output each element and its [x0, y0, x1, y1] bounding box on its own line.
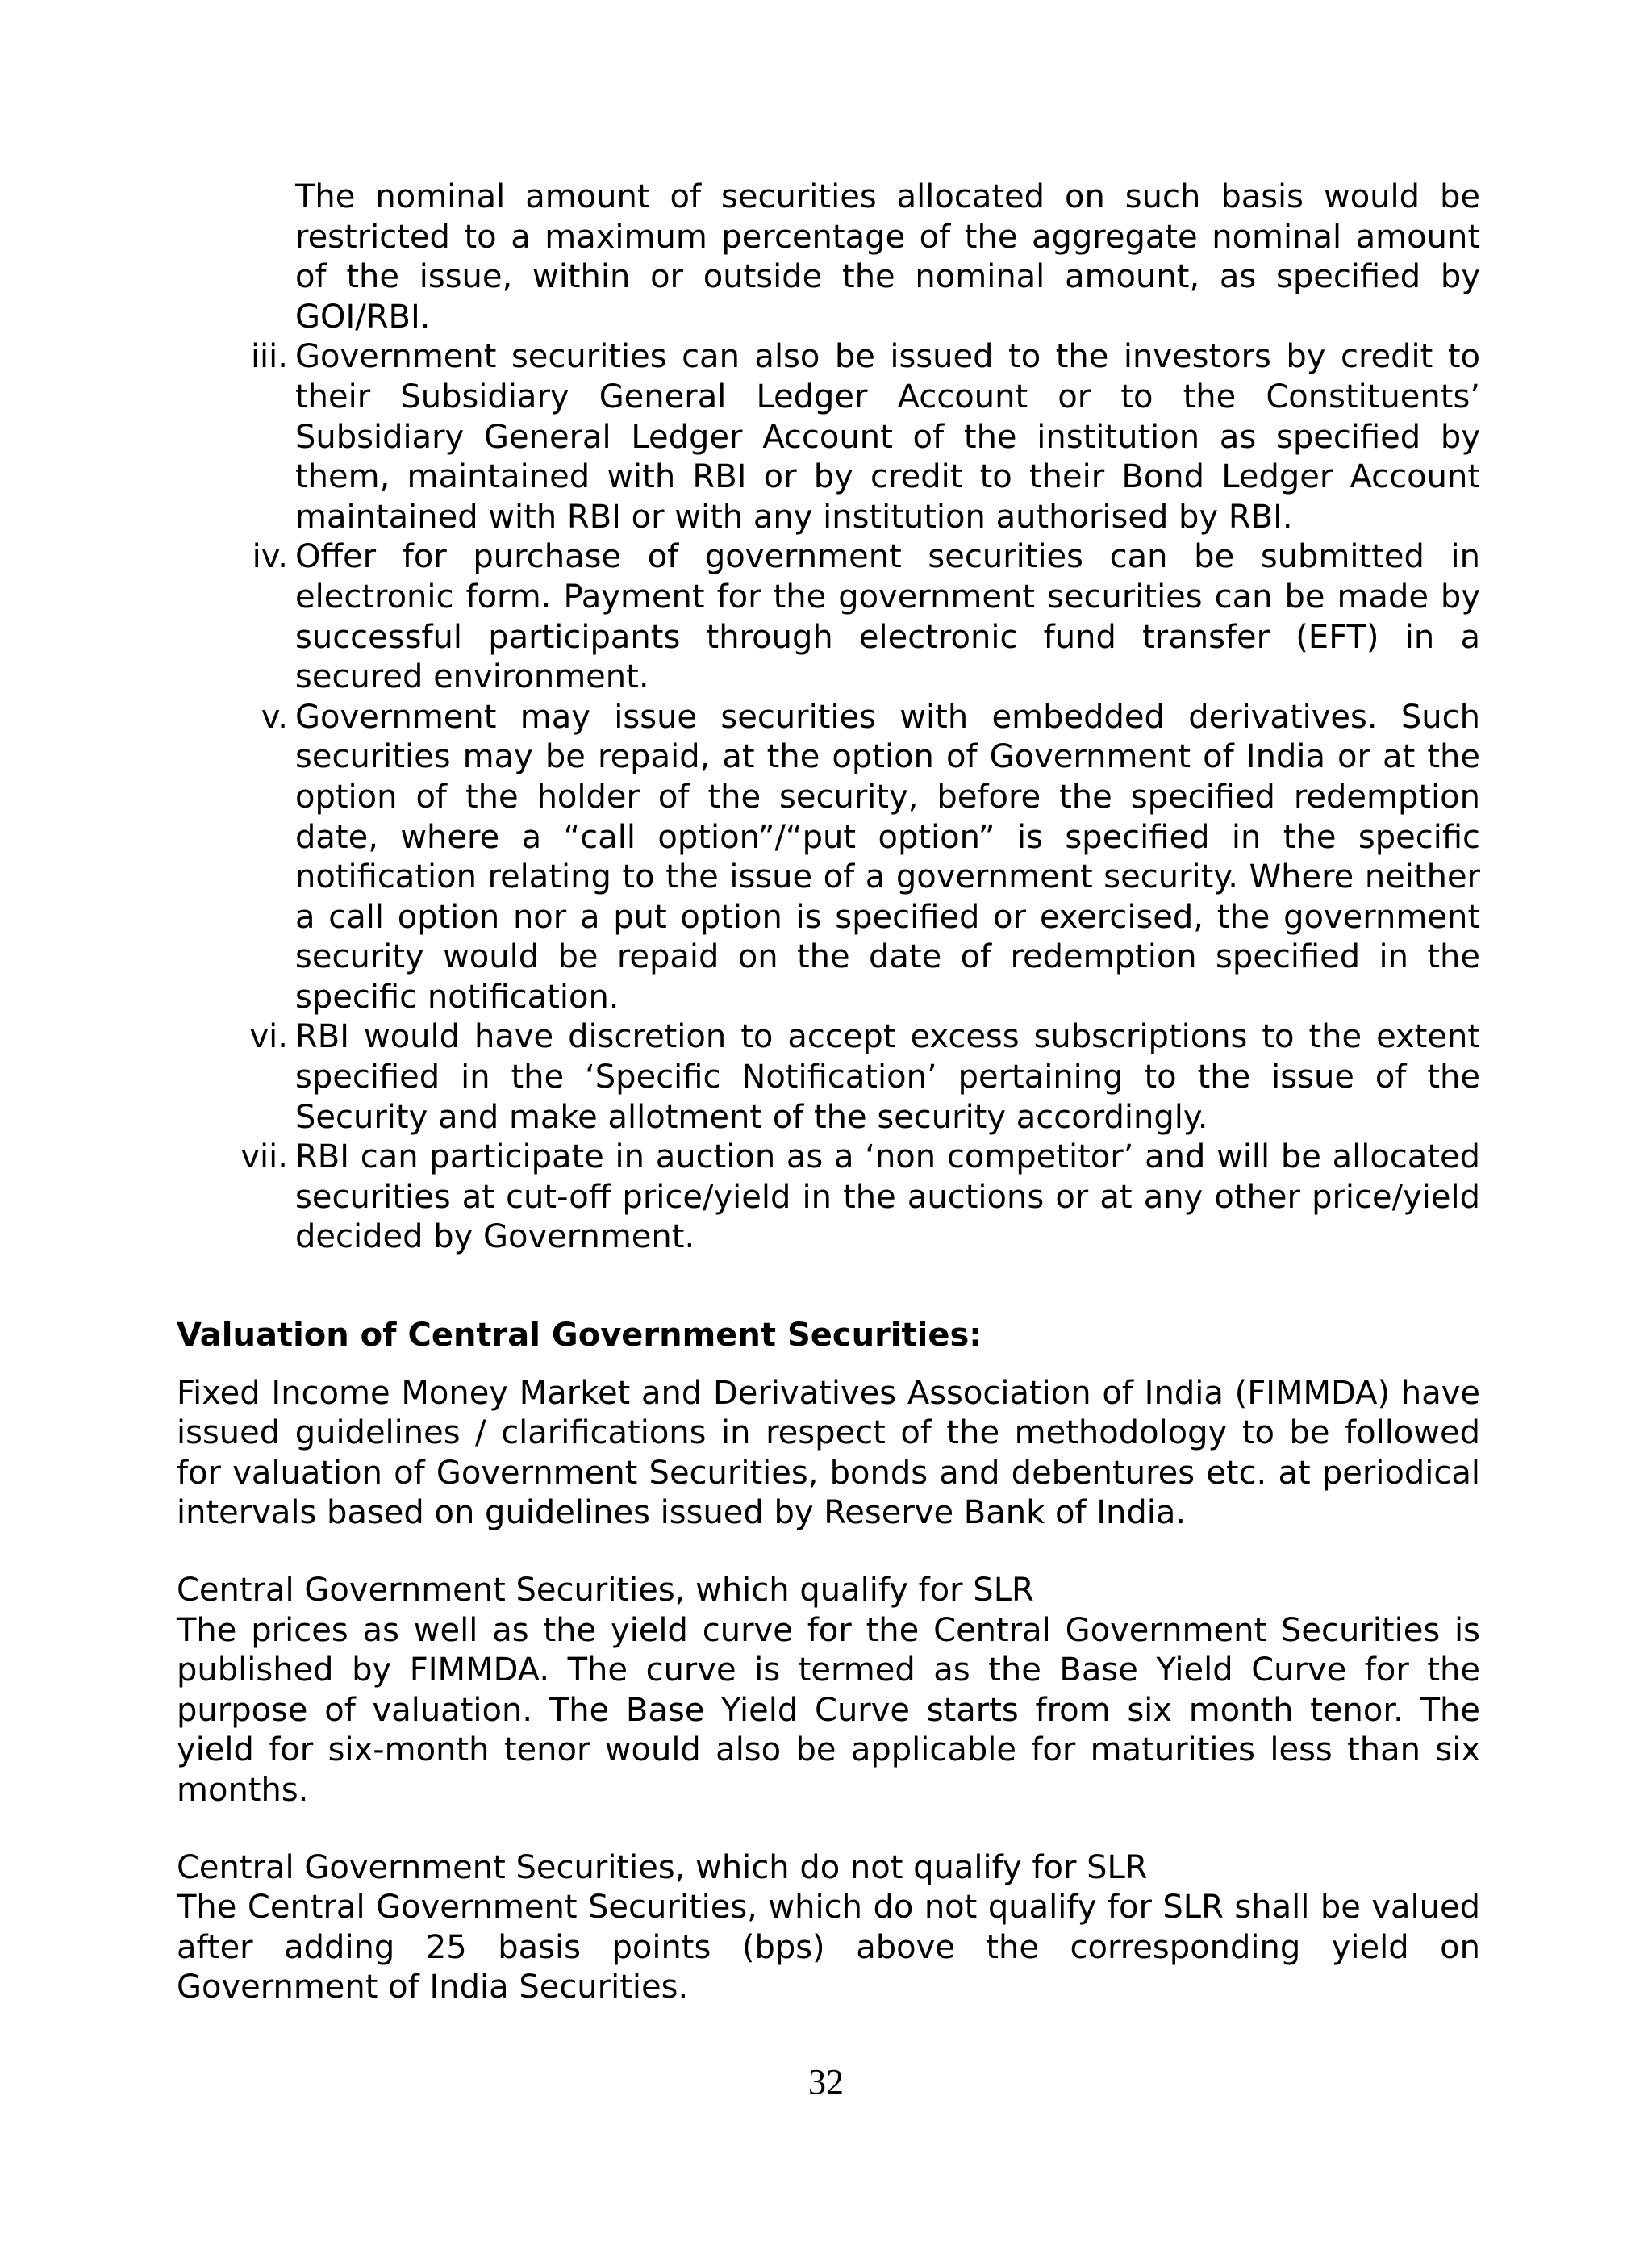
continued-paragraph: The nominal amount of securities allocated on such basis would be restricted to a maximum percentage of the aggregate nominal amount of the issue, within or outside the nominal amount, as specified by GOI/RBI.	[295, 178, 1480, 336]
slr-not-qualify-section	[177, 1848, 1480, 2008]
provisions-list	[177, 337, 1480, 1258]
list-item-text: RBI would have discretion to accept excess subscriptions to the extent specified in the ‘Specific Notification’ pertaining to the issue of the Security and make allotment of the security accordingly.	[295, 1018, 1480, 1136]
slr-qualify-title: Central Government Securities, which qualify for SLR	[177, 1572, 1034, 1609]
slr-qualify-section	[177, 1571, 1480, 1811]
document-page	[177, 177, 1480, 2008]
list-item-text: Government may issue securities with embedded derivatives. Such securities may be repaid, at the option of Government of India or at the option of the holder of the security, before the specified redemption date, where a “call option”/“put option” is specified in the specific notification relating to the issue of a government security. Where neither a call option nor a put option is specified or exercised, the government security would be repaid on the date of redemption specified in the specific notification.	[295, 698, 1480, 1016]
list-item	[177, 537, 1480, 697]
list-item-number: v.	[261, 698, 288, 736]
list-item-text: Offer for purchase of government securities can be submitted in electronic form. Payment for the government securities can be made by successful participants through electronic fund transfer (EFT) in a secured environment.	[295, 538, 1480, 696]
slr-not-qualify-text: The Central Government Securities, which do not qualify for SLR shall be valued after adding 25 basis points (bps) above the corresponding yield on Government of India Securities.	[177, 1889, 1480, 2006]
list-item	[177, 698, 1480, 1018]
fimmda-paragraph: Fixed Income Money Market and Derivatives Association of India (FIMMDA) have issued guidelines / clarifications in respect of the methodology to be followed for valuation of Government Securities, bonds and debentures etc. at periodical intervals based on guidelines issued by Reserve Bank of India.	[177, 1374, 1480, 1532]
slr-qualify-text: The prices as well as the yield curve for the Central Government Securities is published by FIMMDA. The curve is termed as the Base Yield Curve for the purpose of valuation. The Base Yield Curve starts from six month tenor. The yield for six-month tenor would also be applicable for maturities less than six months.	[177, 1611, 1480, 1809]
list-item-number: vii.	[240, 1138, 288, 1176]
list-item-text: Government securities can also be issued to the investors by credit to their Subsidiary General Ledger Account or to the Constituents’ Subsidiary General Ledger Account of the institution as specified by them, maintained with RBI or by credit to their Bond Ledger Account maintained with RBI or with any institution authorised by RBI.	[295, 338, 1480, 536]
slr-not-qualify-title: Central Government Securities, which do not qualify for SLR	[177, 1848, 1148, 1886]
list-item-number: iii.	[250, 338, 288, 376]
list-item	[177, 1017, 1480, 1138]
list-item-number: iv.	[252, 538, 288, 576]
list-item	[177, 1138, 1480, 1258]
list-item-text: RBI can participate in auction as a ‘non competitor’ and will be allocated securities at cut-off price/yield in the auctions or at any other price/yield decided by Government.	[295, 1138, 1480, 1256]
section-heading: Valuation of Central Government Securities:	[177, 1317, 982, 1355]
list-item-number: vi.	[249, 1018, 288, 1056]
list-item	[177, 337, 1480, 537]
page-number: 32	[808, 2062, 844, 2102]
